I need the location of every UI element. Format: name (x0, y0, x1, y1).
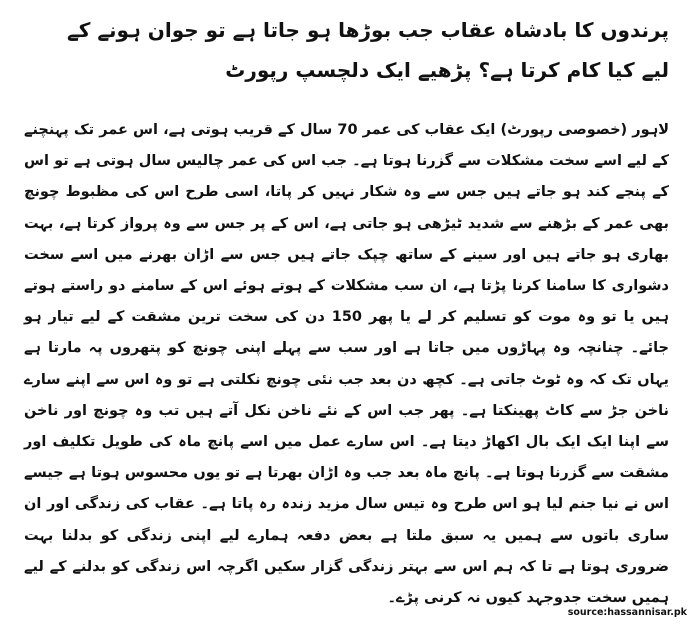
article-body: لاہور (خصوصی رپورٹ) ایک عقاب کی عمر 70 سال کے قریب ہوتی ہے، اس عمر تک پہنچنے کے لیے اسے سخت مشکلات سے گزرنا ہوتا ہے۔ جب اس کی عمر چالیس سال ہوتی ہے تو اس کے پنجے کند ہو جاتے ہیں جس سے وہ شکار نہیں کر پاتا، اسی طرح اس کی مظبوط چونچ بھی عمر کے بڑھنے سے شدید ٹیڑھی ہو جاتی ہے، اس کے پر جس سے وہ پرواز کرتا ہے، بہت بھاری ہو جاتے ہیں اور سینے کے ساتھ چپک جاتے ہیں جس سے اڑان بھرنے میں اسے سخت دشواری کا سامنا کرنا پڑتا ہے، ان سب مشکلات کے ہوتے ہوئے اس کے سامنے دو راستے ہوتے ہیں یا تو وہ موت کو تسلیم کر لے یا پھر 150 دن کی سخت ترین مشقت کے لیے تیار ہو جائے۔ چنانچہ وہ پہاڑوں میں جاتا ہے اور سب سے پہلے اپنی چونچ کو پتھروں پہ مارتا ہے یہاں تک کہ وہ ٹوٹ جاتی ہے۔ کچھ دن بعد جب نئی چونچ نکلتی ہے تو وہ اس سے اپنے سارے ناخن جڑ سے کاٹ پھینکتا ہے۔ پھر جب اس کے نئے ناخن نکل آتے ہیں تب وہ چونچ اور ناخن سے اپنا ایک ایک بال اکھاڑ دیتا ہے۔ اس سارے عمل میں اسے پانچ ماہ کی طویل تکلیف اور مشقت سے گزرنا ہوتا ہے۔ پانچ ماہ بعد جب وہ اڑان بھرتا ہے تو یوں محسوس ہوتا ہے جیسے اس نے نیا جنم لیا ہو اس طرح وہ تیس سال مزید زندہ رہ پاتا ہے۔ عقاب کی زندگی اور ان ساری باتوں سے ہمیں یہ سبق ملتا ہے بعض دفعہ ہمارے لیے اپنی زندگی کو بدلنا بہت ضروری ہوتا ہے تا کہ ہم اس سے بہتر زندگی گزار سکیں اگرچہ اس زندگی کو بدلنے کے لیے ہمیں سخت جدوجہد کیوں نہ کرنی پڑے۔ (24, 122, 669, 607)
source-credit: source:hassannisar.pk (567, 607, 687, 618)
article-headline: پرندوں کا بادشاہ عقاب جب بوڑھا ہو جاتا ہے تو جوان ہونے کے لیے کیا کام کرتا ہے؟ پڑھیے ایک دلچسپ رپورٹ (67, 18, 669, 82)
